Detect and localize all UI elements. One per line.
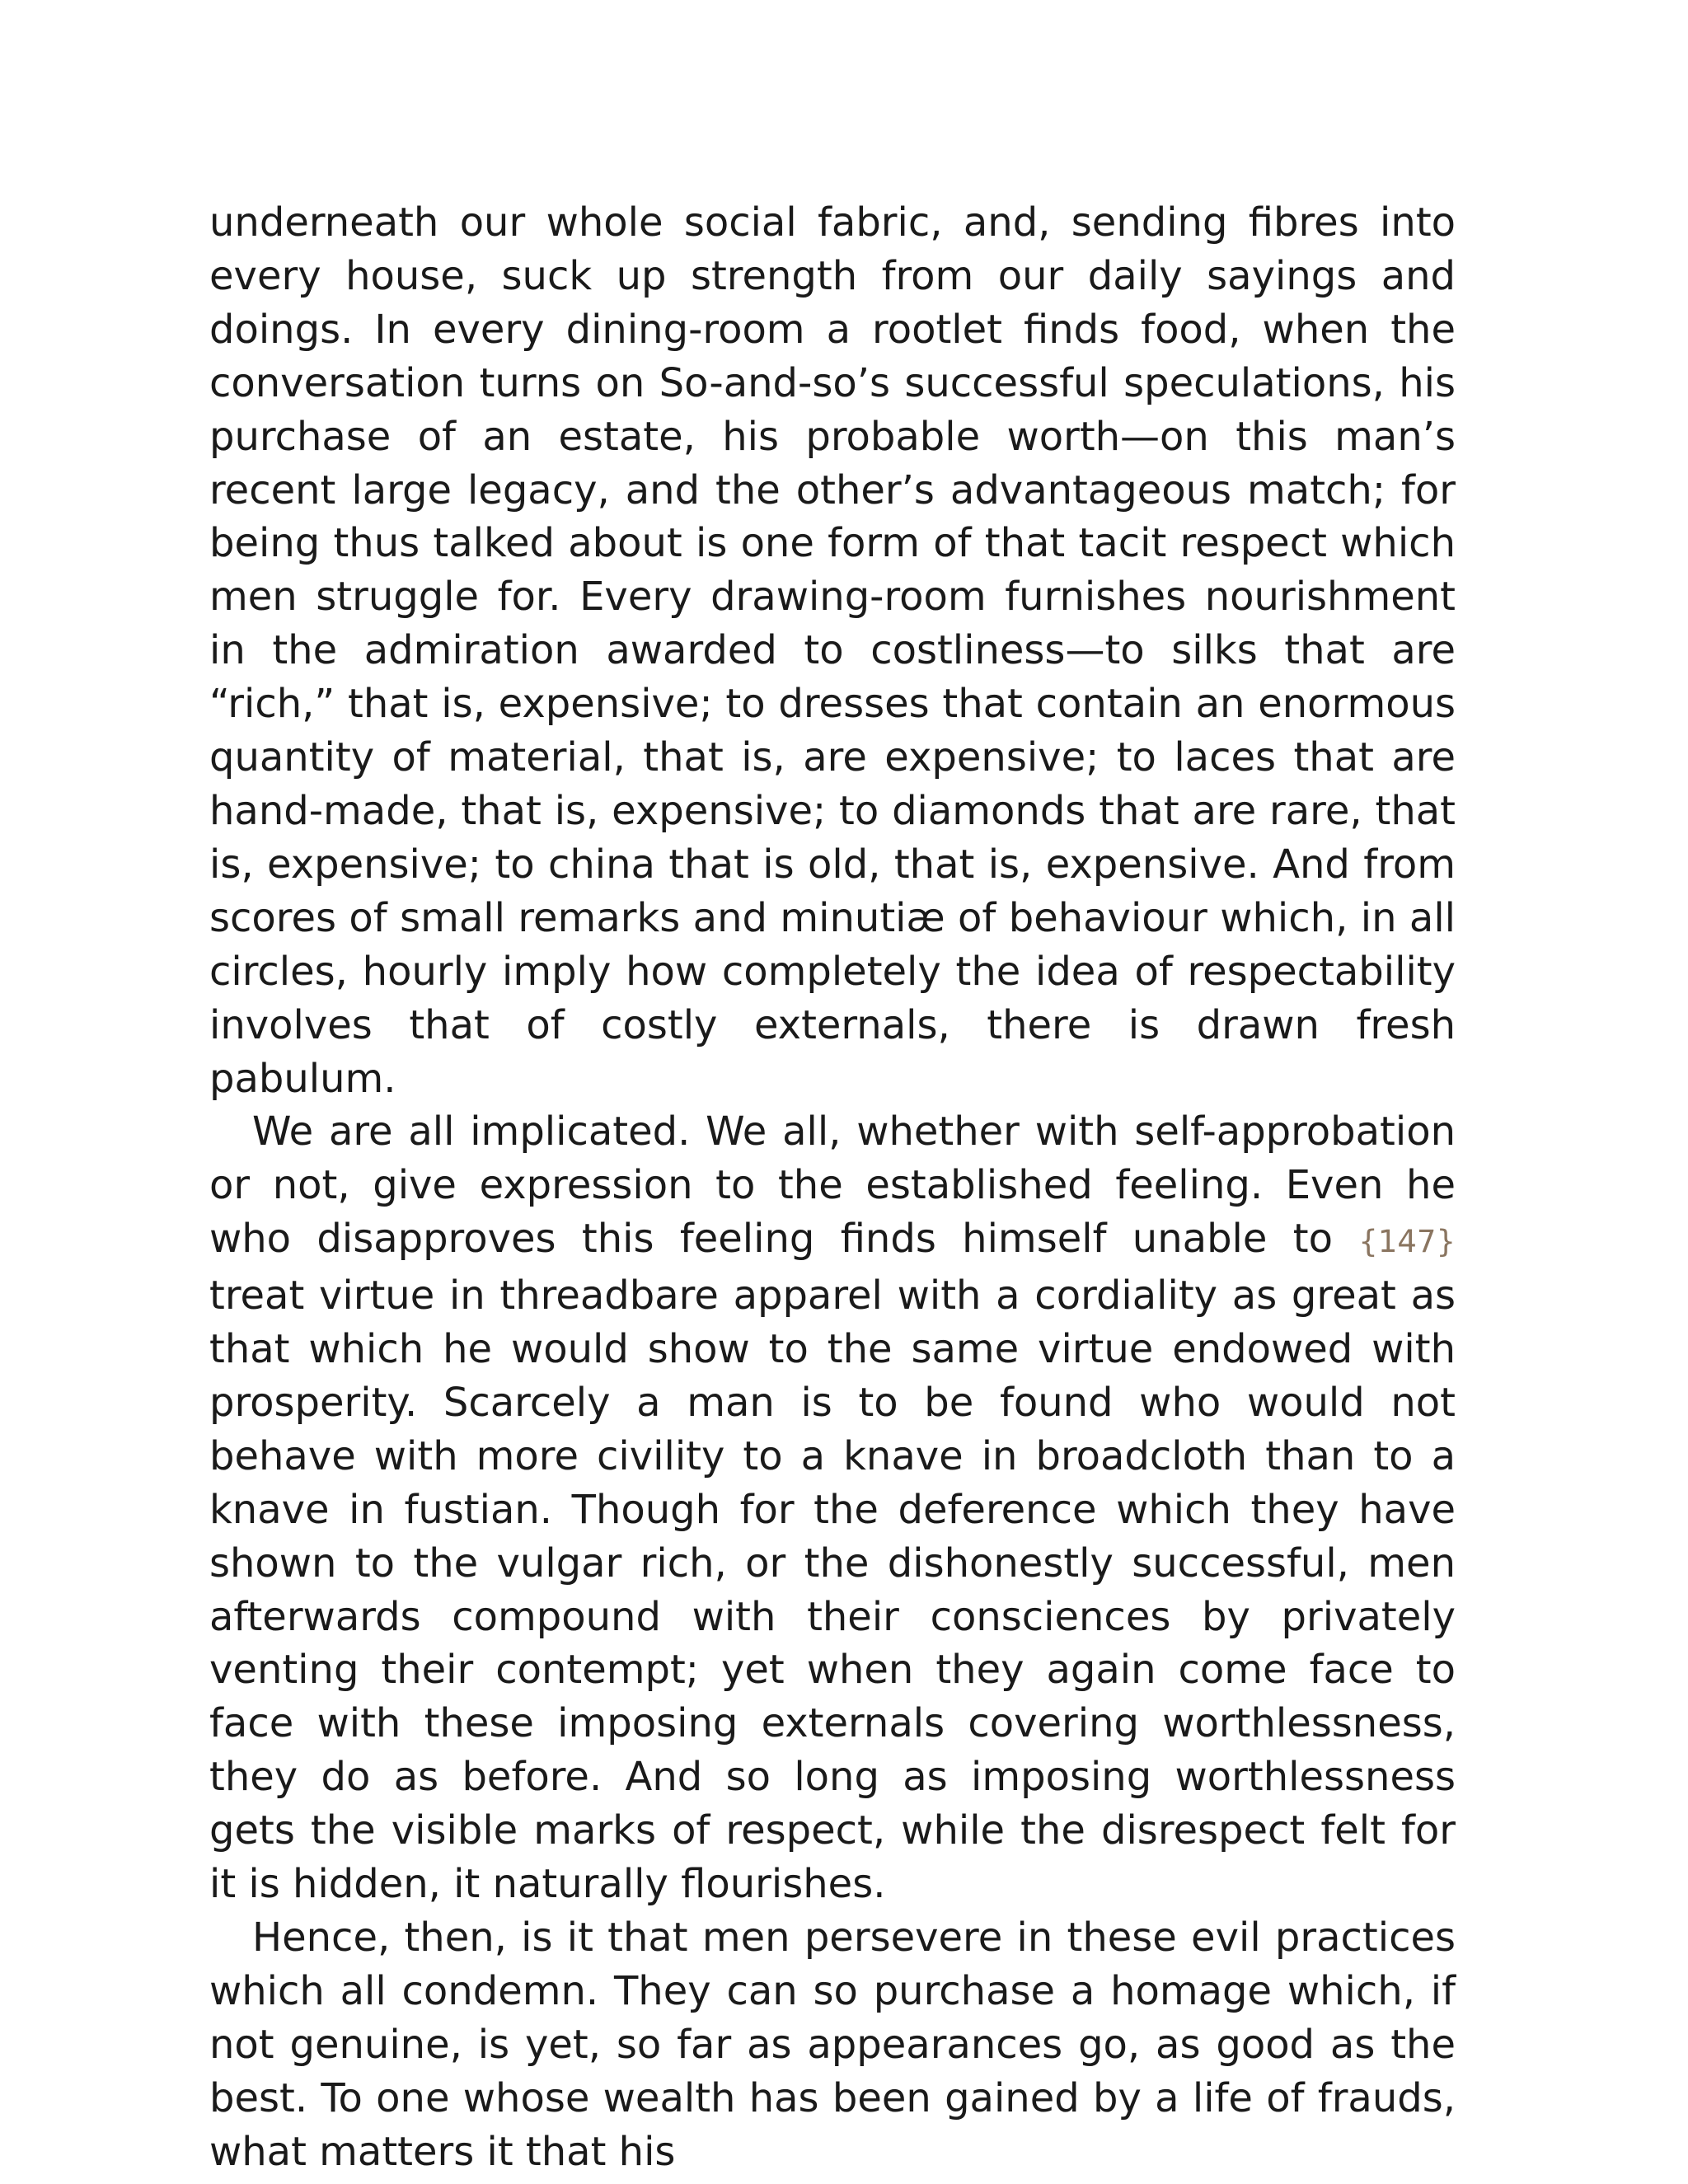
paragraph-2-text-before: We are all implicated. We all, whether with self-approbation or not, give expression to the established feeling. Even he who disapproves this feeling finds himself unable to [209, 1108, 1456, 1263]
paragraph-2 [209, 1105, 1456, 1911]
page-number-marker[interactable]: {147} [1358, 1224, 1456, 1260]
paragraph-3: Hence, then, is it that men persevere in these evil practices which all condemn. They can so purchase a homage which, if not genuine, is yet, so far as appearances go, as good as the best. To one whose wealth has been gained by a life of frauds, what matters it that his [209, 1915, 1456, 2175]
paragraph-1: underneath our whole social fabric, and, sending fibres into every house, suck up strength from our daily sayings and doings. In every dining-room a rootlet finds food, when the conversation turns on So-and-so’s successful speculations, his purchase of an estate, his probable worth—on this man’s recent large legacy, and the other’s advantageous match; for being thus talked about is one form of that tacit respect which men struggle for. Every drawing-room furnishes nourishment in the admiration awarded to costliness—to silks that are “rich,” that is, expensive; to dresses that contain an enormous quantity of material, that is, are expensive; to laces that are hand-made, that is, expensive; to diamonds that are rare, that is, expensive; to china that is old, that is, expensive. And from scores of small remarks and minutiæ of behaviour which, in all circles, hourly imply how completely the idea of respectability involves that of costly externals, there is drawn fresh pabulum. [209, 199, 1456, 1102]
page-body [209, 196, 1456, 2179]
paragraph-2-text-after: treat virtue in threadbare apparel with a cordiality as great as that which he would show to the same virtue endowed with prosperity. Scarcely a man is to be found who would not behave with more civility to a knave in broadcloth than to a knave in fustian. Though for the deference which they have shown to the vulgar rich, or the dishonestly successful, men afterwards compound with their consciences by privately venting their contempt; yet when they again come face to face with these imposing externals covering worthlessness, they do as before. And so long as imposing worthlessness gets the visible marks of respect, while the disrespect felt for it is hidden, it naturally flourishes. [209, 1272, 1456, 1908]
